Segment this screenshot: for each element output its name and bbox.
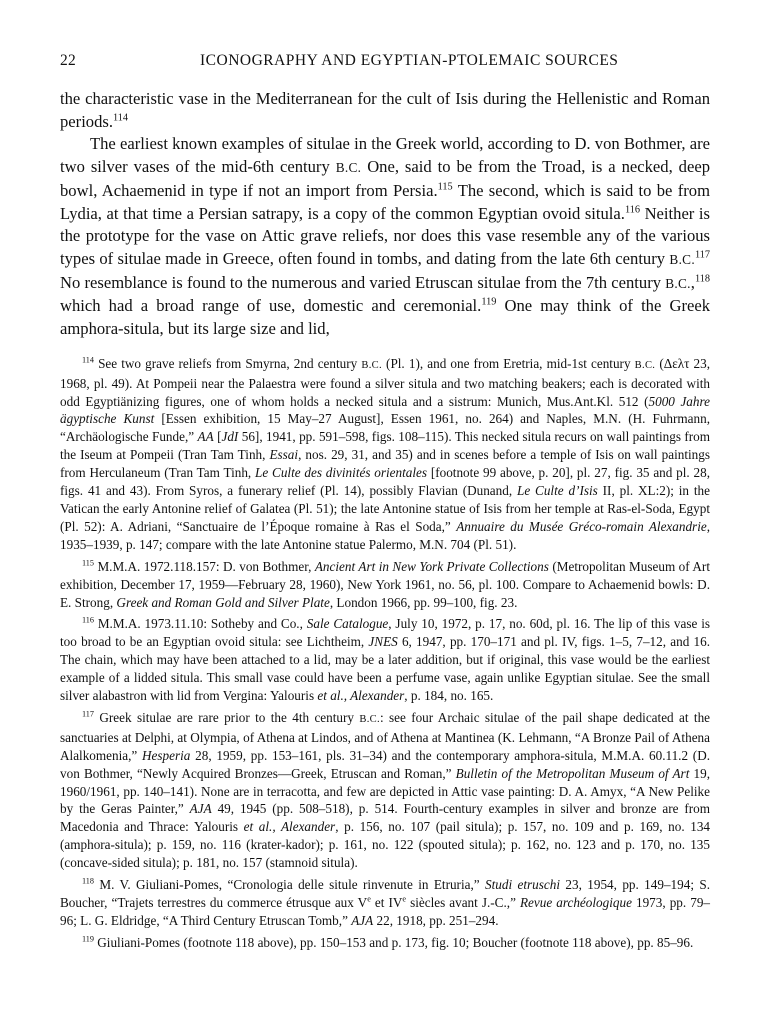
footnote-116: $^{116}$ M.M.A. 1973.11.10: Sotheby and Co., Sale Catalogue, July 10, 1972, p. 17, no. 60d, pl. 16. The lip of this vase is too broad to be an Egyptian ovoid situla: see Lichtheim, JNES 6, 1947, pp. 170–171 and pl. IV, figs. 1–5, 7–12, and 16. The chain, which may have been attached to a lid, may be a later addition, but if original, this vase would be the earliest example of a lidded situla. This small vase could have been a perfume vase, again unlike Egyptian situlae. See the small silver alabastron with lid from Vergina: Yalouris et al., Alexander, p. 184, no. 165.: [60, 616, 711, 704]
paragraph-situlae: The earliest known examples of situlae in the Greek world, according to D. von Bothmer, are two silver vases of the mid-6th century B.C. One, said to be from the Troad, is a necked, deep bowl, Achaemenid in type if not an import from Persia.$^{115}$ The second, which is said to be from Lydia, at that time a Persian satrapy, is a copy of the common Egyptian ovoid situla.$^{116}$ Neither is the prototype for the vase on Attic grave reliefs, nor does this vase resemble any of the various types of situlae made in Greece, often found in tombs, and dating from the late 6th century B.C.$^{117}$ No resemblance is found to the numerous and varied Etruscan situlae from the 7th century B.C.,$^{118}$ which had a broad range of use, domestic and ceremonial.$^{119}$ One may think of the Greek amphora-situla, but its large size and lid,: [60, 134, 710, 339]
footnote-117: $^{117}$ Greek situlae are rare prior to the 4th century B.C.: see four Archaic situlae of the pail shape dedicated at the sanctuaries at Delphi, at Olympia, of Athena at Lindos, and of Athena at Mantinea (K. Lehmann, “A Bronze Pail of Athena Alalkomenia,” Hesperia 28, 1959, pp. 153–161, pls. 31–34) and the contemporary amphora-situla, M.M.A. 60.11.2 (D. von Bothmer, “Newly Acquired Bronzes—Greek, Etruscan and Roman,” Bulletin of the Metropolitan Museum of Art 19, 1960/1961, pp. 140–141). None are in terracotta, and few are depicted in Attic vase painting: D. A. Amyx, “A New Pelike by the Geras Painter,” AJA 49, 1945 (pp. 508–518), p. 514. Fourth-century examples in silver and bronze are from Macedonia and Thrace: Yalouris et al., Alexander, p. 156, no. 107 (pail situla); p. 157, no. 109 and p. 169, no. 134 (amphora-situla); p. 159, no. 116 (krater-kador); p. 161, no. 122 (spouted situla); p. 162, no. 123 and p. 170, no. 135 (concave-sided situla); p. 181, no. 157 (stamnoid situla).: [60, 709, 711, 871]
footnote-119: $^{119}$ Giuliani-Pomes (footnote 118 above), pp. 150–153 and p. 173, fig. 10; Boucher (footnote 118 above), pp. 85–96.: [82, 934, 694, 950]
footnote-ref-119: 119: [481, 296, 497, 308]
footnote-114: $^{114}$ See two grave reliefs from Smyrna, 2nd century B.C. (Pl. 1), and one from Eretria, mid-1st century B.C. (Δελτ 23, 1968, pl. 49). At Pompeii near the Palaestra were found a silver situla and two matching beakers; each is decorated with odd Egyptiänizing figures, one of whom holds a necked situla and a sistrum: Munich, Mus.Ant.Kl. 512 (5000 Jahre ägyptische Kunst [Essen exhibition, 15 May–27 August], Essen 1961, no. 264) and Naples, M.N. (H. Fuhrmann, “Archäologische Funde,” AA [JdI 56], 1941, pp. 591–598, figs. 108–115). This necked situla recurs on wall paintings from the Iseum at Pompeii (Tran Tam Tinh, Essai, nos. 29, 31, and 35) and in scenes before a temple of Isis on wall paintings from Herculaneum (Tran Tam Tinh, Le Culte des divinités orientales [footnote 99 above, p. 20], pl. 27, fig. 35 and pl. 28, figs. 41 and 43). From Syros, a funerary relief (Pl. 14), possibly Flavian (Dunand, Le Culte d’Isis II, pl. XL:2); in the Vatican the early Antonine relief of Galatea (Pl. 51); the late Antonine statue of Isis from her temple at Ras-el-Soda, Egypt (Pl. 52): A. Adriani, “Sanctuaire de l’Époque romaine à Ras el Soda,” Annuaire du Musée Gréco-romain Alexandrie, 1935–1939, p. 147; compare with the late Antonine statue Palermo, M.N. 704 (Pl. 51).: [60, 355, 711, 552]
running-header: [60, 52, 710, 74]
footnote-ref-116: 116: [624, 203, 640, 215]
book-page: [60, 52, 710, 956]
running-title: ICONOGRAPHY AND EGYPTIAN-PTOLEMAIC SOURCES: [200, 52, 619, 69]
footnote-ref-118: 118: [694, 273, 710, 285]
footnotes: [60, 355, 710, 952]
footnote-115: $^{115}$ M.M.A. 1972.118.157: D. von Bothmer, Ancient Art in New York Private Collections (Metropolitan Museum of Art exhibition, December 17, 1959—February 28, 1960), New York 1961, no. 56, pl. 100. Compare to Achaemenid bowls: D. E. Strong, Greek and Roman Gold and Silver Plate, London 1966, pp. 99–100, fig. 23.: [60, 558, 710, 610]
main-text: [60, 88, 710, 341]
paragraph-continuation: the characteristic vase in the Mediterranean for the cult of Isis during the Hellenistic and Roman periods.$^{114}$: [60, 89, 710, 131]
page-number: 22: [60, 52, 76, 69]
footnote-ref-114: 114: [113, 112, 129, 124]
footnote-ref-117: 117: [694, 249, 710, 261]
footnote-118: $^{118}$ M. V. Giuliani-Pomes, “Cronologia delle situle rinvenute in Etruria,” Studi etruschi 23, 1954, pp. 149–194; S. Boucher, “Trajets terrestres du commerce étrusque aux Ve et IVe siècles avant J.-C.,” Revue archéologique 1973, pp. 79–96; L. G. Eldridge, “A Third Century Etruscan Tomb,” AJA 22, 1918, pp. 251–294.: [60, 876, 711, 928]
footnote-ref-115: 115: [437, 181, 453, 193]
